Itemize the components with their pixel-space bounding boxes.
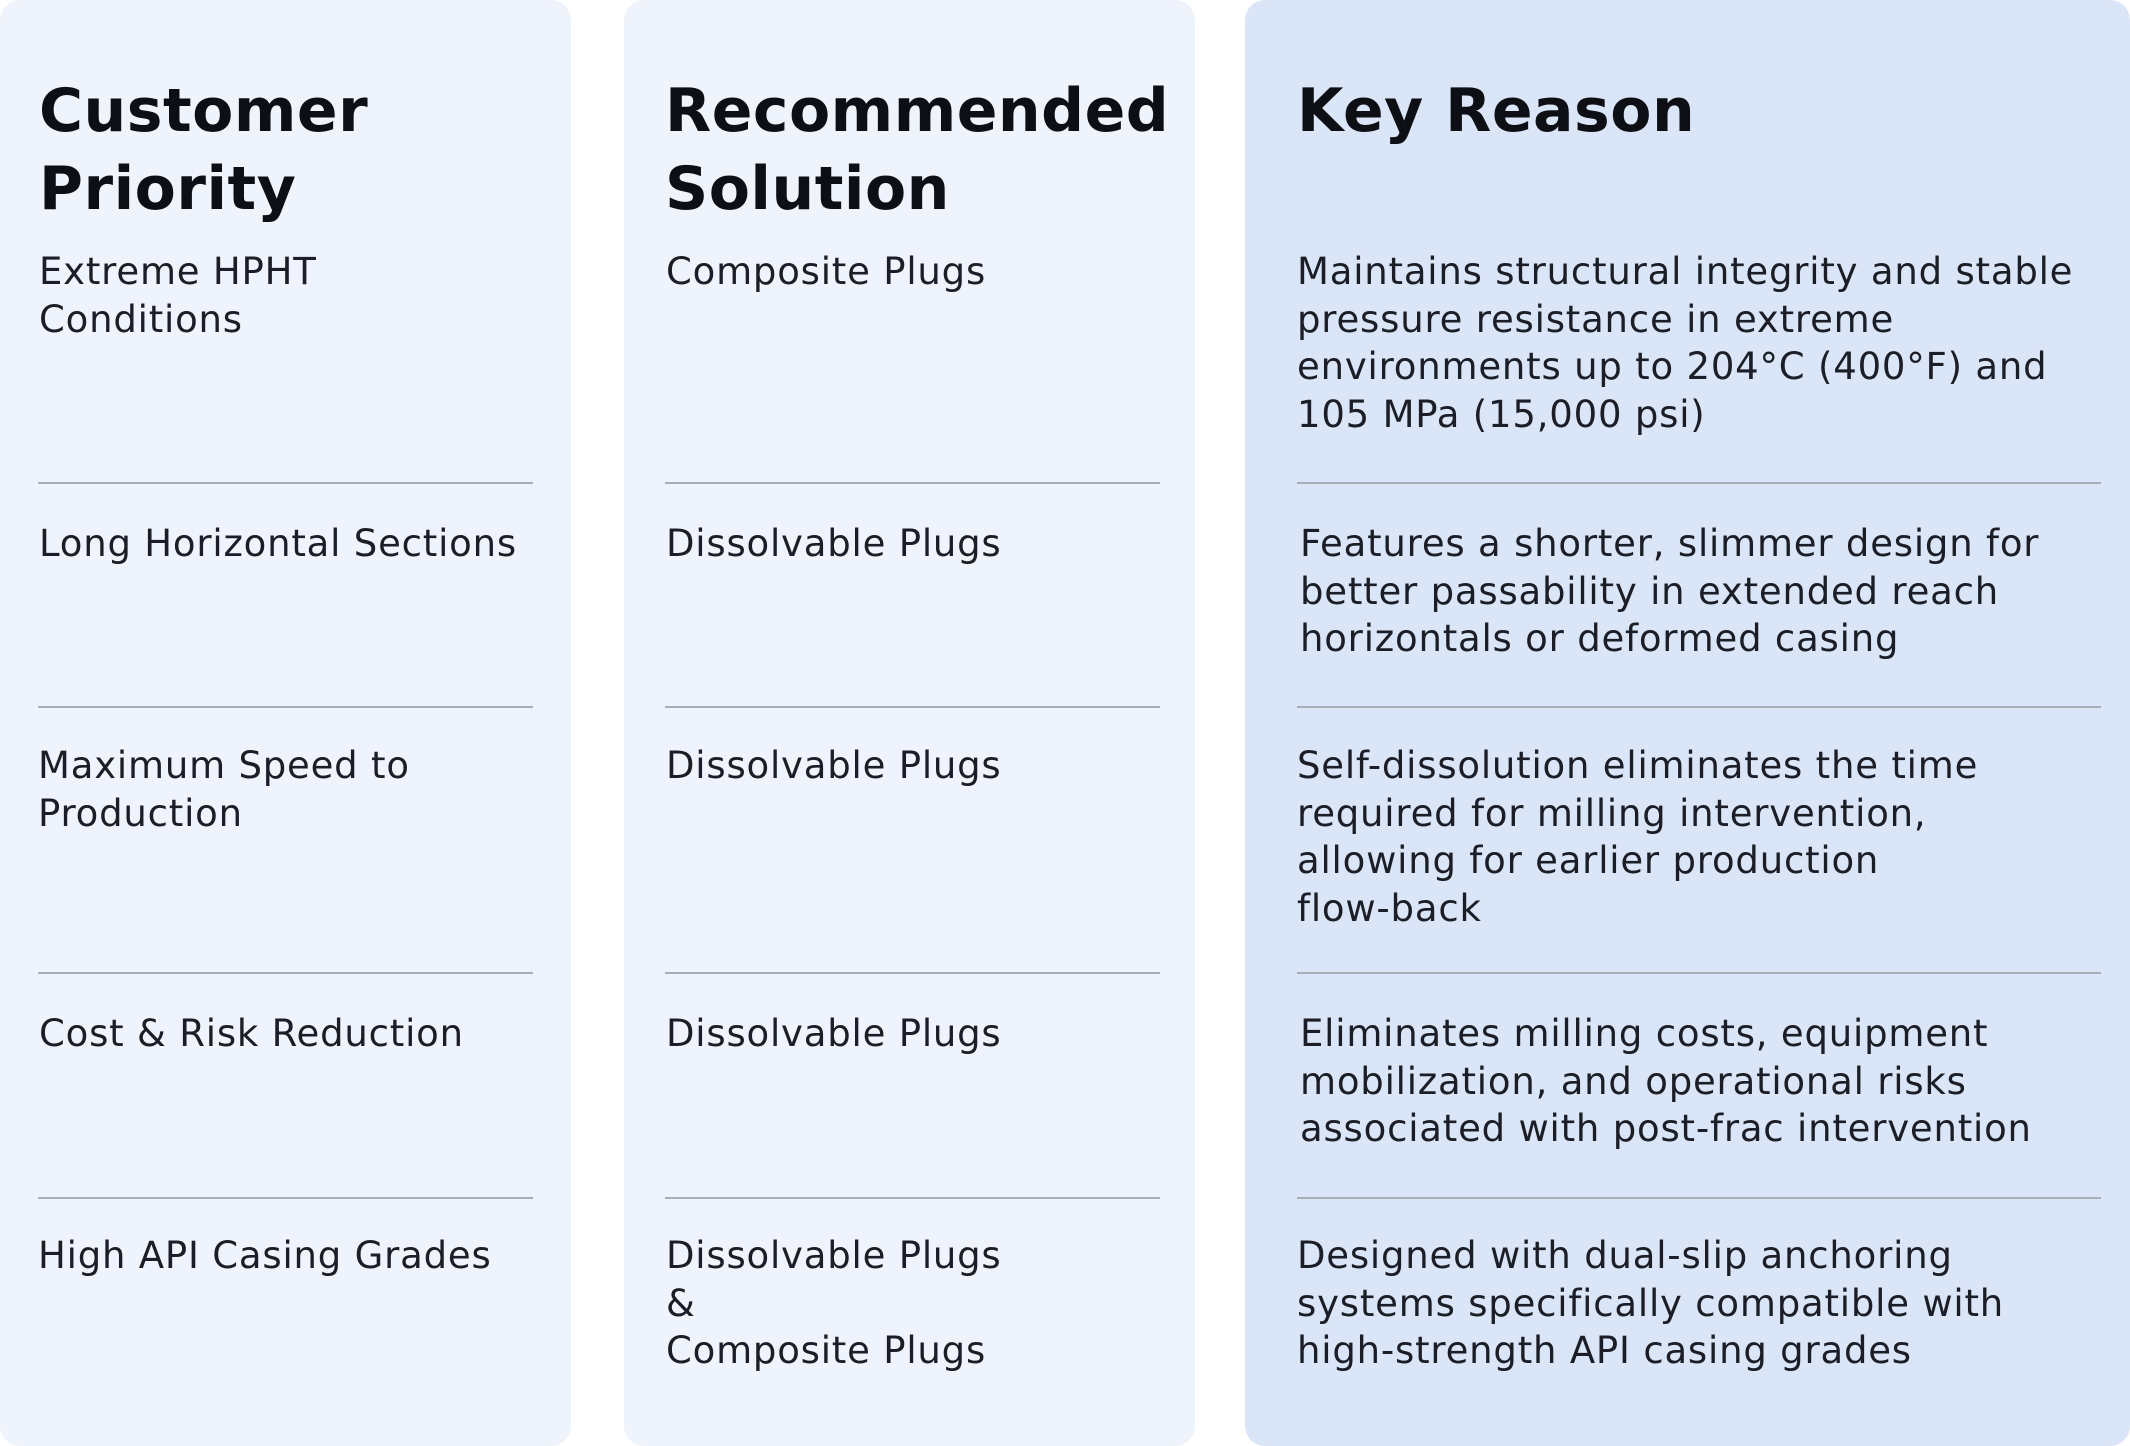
table-cell: Eliminates milling costs, equipment mobilization, and operational risks associated with post-frac intervention xyxy=(1300,1012,2032,1150)
row-divider xyxy=(1297,972,2101,974)
table-cell: Features a shorter, slimmer design for better passability in extended reach horizontals or deformed casing xyxy=(1300,522,2040,660)
row-divider xyxy=(665,1197,1160,1199)
row-divider xyxy=(38,1197,533,1199)
row-divider xyxy=(38,972,533,974)
table-cell: Long Horizontal Sections xyxy=(39,522,517,565)
table-cell: Cost & Risk Reduction xyxy=(39,1012,464,1055)
row-divider xyxy=(1297,482,2101,484)
row-divider xyxy=(38,482,533,484)
row-divider xyxy=(38,706,533,708)
table-cell: Dissolvable Plugs xyxy=(666,522,1002,565)
table-cell: Dissolvable Plugs xyxy=(666,1012,1002,1055)
table-cell: High API Casing Grades xyxy=(38,1234,492,1277)
column-header: Key Reason xyxy=(1297,76,1696,146)
table-cell: Dissolvable Plugs xyxy=(666,744,1002,787)
row-divider xyxy=(665,482,1160,484)
row-divider xyxy=(665,706,1160,708)
row-divider xyxy=(665,972,1160,974)
column-key-reason xyxy=(1245,0,2130,1446)
table-cell: Dissolvable Plugs & Composite Plugs xyxy=(666,1234,1002,1372)
row-divider xyxy=(1297,706,2101,708)
table-cell: Composite Plugs xyxy=(666,250,987,293)
table-cell: Self-dissolution eliminates the time required for milling intervention, allowing for earlier production flow-back xyxy=(1297,744,1979,930)
column-header: Customer Priority xyxy=(39,76,369,224)
table-cell: Maximum Speed to Production xyxy=(38,744,410,835)
table-cell: Extreme HPHT Conditions xyxy=(39,250,317,341)
column-customer-priority xyxy=(0,0,571,1446)
table-cell: Maintains structural integrity and stable pressure resistance in extreme environments up to 204°C (400°F) and 105 MPa (15,000 psi) xyxy=(1297,250,2074,436)
row-divider xyxy=(1297,1197,2101,1199)
table-cell: Designed with dual-slip anchoring systems specifically compatible with high-strength API casing grades xyxy=(1297,1234,2005,1372)
column-recommended-solution xyxy=(624,0,1195,1446)
column-header: Recommended Solution xyxy=(665,76,1170,224)
